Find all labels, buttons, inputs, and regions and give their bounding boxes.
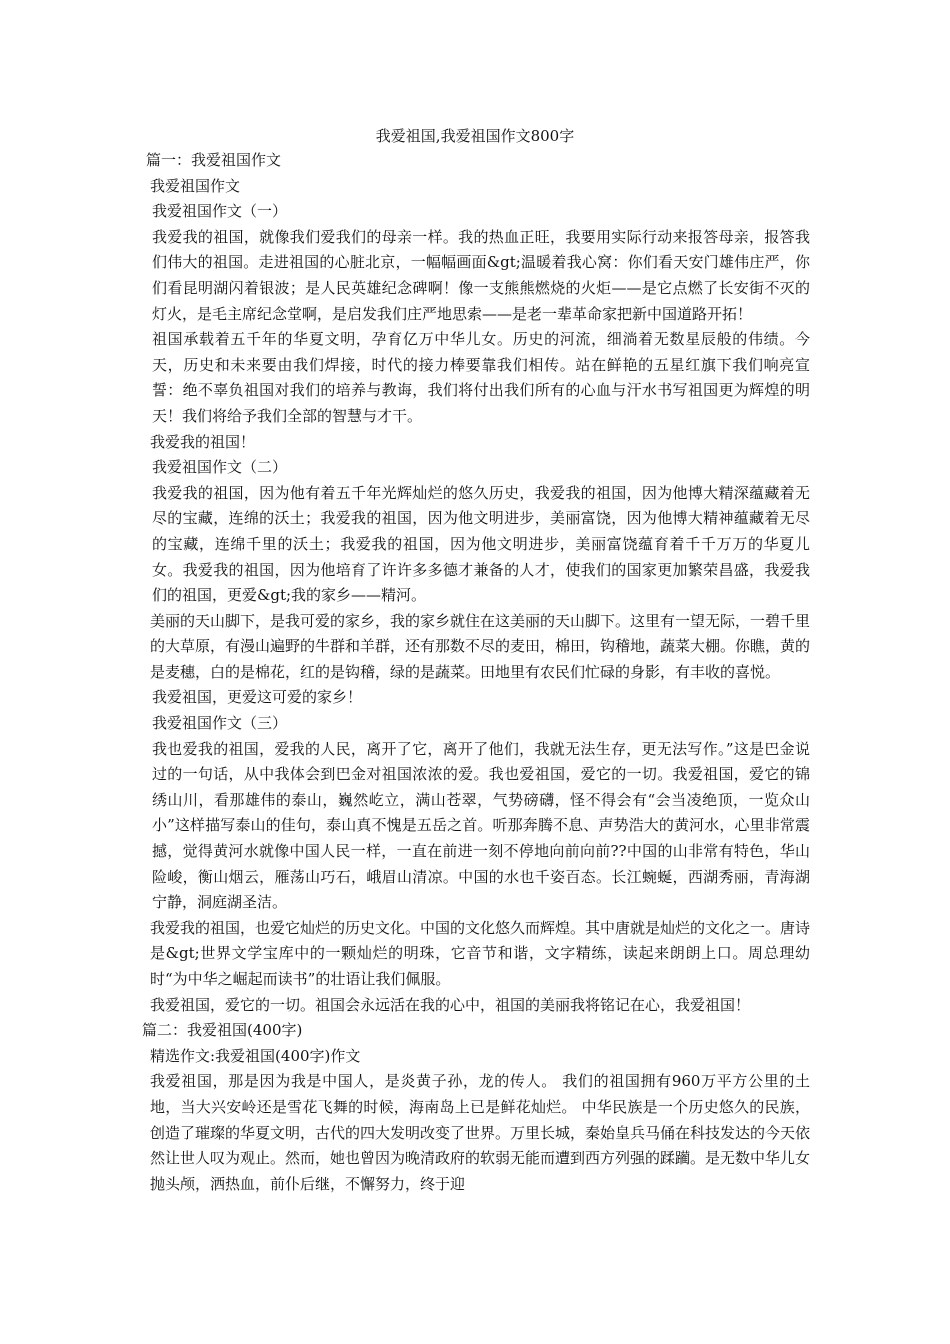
essay-subheading: 我爱祖国作文（二） [152, 458, 288, 477]
essay-heading: 精选作文:我爱祖国(400字)作文 [150, 1046, 361, 1065]
paragraph: 我爱我的祖国！ [150, 432, 256, 451]
essay-subheading: 我爱祖国作文（一） [152, 202, 288, 221]
paragraph: 我爱祖国，那是因为我是中国人，是炎黄子孙，龙的传人。 我们的祖国拥有960万平方公里的土地，当大兴安岭还是雪花飞舞的时候，海南岛上已是鲜花灿烂。 中华民族是一个历史悠久的民族，创造了璀璨的华夏文明，古代的四大发明改变了世界。万里长城，秦始皇兵马俑在科技发达的今天依然让世人叹为观止。然而，她也曾因为晚清政府的软弱无能而遭到西方列强的蹂躏。是无数中华儿女抛头颅，洒热血，前仆后继，不懈努力，终于迎 [150, 1072, 811, 1193]
paragraph: 我也爱我的祖国，爱我的人民，离开了它，离开了他们，我就无法生存，更无法写作。”这是巴金说过的一句话，从中我体会到巴金对祖国浓浓的爱。我也爱祖国，爱它的一切。我爱祖国，爱它的锦绣山川，看那雄伟的泰山，巍然屹立，满山苍翠，气势磅礴，怪不得会有“会当凌绝顶，一览众山小”这样描写泰山的佳句，泰山真不愧是五岳之首。听那奔腾不息、声势浩大的黄河水，心里非常震撼，觉得黄河水就像中国人民一样，一直在前进一刻不停地向前向前??中国的山非常有特色，华山险峻，衡山烟云，雁荡山巧石，峨眉山清凉。中国的水也千姿百态。长江蜿蜒，西湖秀丽，青海湖宁静，洞庭湖圣洁。 [152, 739, 810, 912]
paragraph: 祖国承载着五千年的华夏文明，孕育亿万中华儿女。历史的河流，细淌着无数星辰般的伟绩。今天，历史和未来要由我们焊接，时代的接力棒要靠我们相传。站在鲜艳的五星红旗下我们响亮宣誓：绝不辜负祖国对我们的培养与教诲，我们将付出我们所有的心血与汗水书写祖国更为辉煌的明天！我们将给予我们全部的智慧与才干。 [152, 330, 810, 425]
paragraph: 我爱我的祖国，就像我们爱我们的母亲一样。我的热血正旺，我要用实际行动来报答母亲，报答我们伟大的祖国。走进祖国的心脏北京，一幅幅画面&gt;温暖着我心窝：你们看天安门雄伟庄严，你们看昆明湖闪着银波；是人民英雄纪念碑啊！像一支熊熊燃烧的火炬——是它点燃了长安街不灭的灯火，是毛主席纪念堂啊，是启发我们庄严地思索——是老一辈革命家把新中国道路开拓！ [152, 227, 810, 323]
paragraph: 我爱我的祖国，因为他有着五千年光辉灿烂的悠久历史，我爱我的祖国，因为他博大精深蕴藏着无尽的宝藏，连绵的沃土；我爱我的祖国，因为他文明进步，美丽富饶，因为他博大精神蕴藏着无尽的宝藏，连绵千里的沃土；我爱我的祖国，因为他文明进步，美丽富饶蕴育着千千万万的华夏儿女。我爱我的祖国，因为他培育了许许多多德才兼备的人才，使我们的国家更加繁荣昌盛，我爱我们的祖国，更爱&gt;我的家乡——精河。 [152, 483, 810, 605]
paragraph: 美丽的天山脚下，是我可爱的家乡，我的家乡就住在这美丽的天山脚下。这里有一望无际，一碧千里的大草原，有漫山遍野的牛群和羊群，还有那数不尽的麦田，棉田，钩稽地，蔬菜大棚。你瞧，黄的是麦穗，白的是棉花，红的是钩稽，绿的是蔬菜。田地里有农民们忙碌的身影，有丰收的喜悦。 [150, 611, 811, 681]
paragraph: 我爱祖国，更爱这可爱的家乡！ [152, 688, 363, 707]
paragraph: 我爱祖国，爱它的一切。祖国会永远活在我的心中，祖国的美丽我将铭记在心，我爱祖国！ [150, 995, 751, 1014]
paragraph: 我爱我的祖国，也爱它灿烂的历史文化。中国的文化悠久而辉煌。其中唐就是灿烂的文化之一。唐诗是&gt;世界文学宝库中的一颗灿烂的明珠，它音节和谐，文字精练，读起来朗朗上口。周总理幼时“为中华之崛起而读书”的壮语让我们佩服。 [150, 918, 811, 988]
essay-subheading: 我爱祖国作文（三） [152, 714, 288, 733]
section-heading: 篇一：我爱祖国作文 [146, 151, 282, 169]
document-body [142, 148, 810, 1197]
document-title: 我爱祖国,我爱祖国作文800字 [375, 127, 575, 145]
section-heading: 篇二：我爱祖国(400字) [142, 1021, 303, 1040]
essay-heading: 我爱祖国作文 [150, 176, 241, 195]
